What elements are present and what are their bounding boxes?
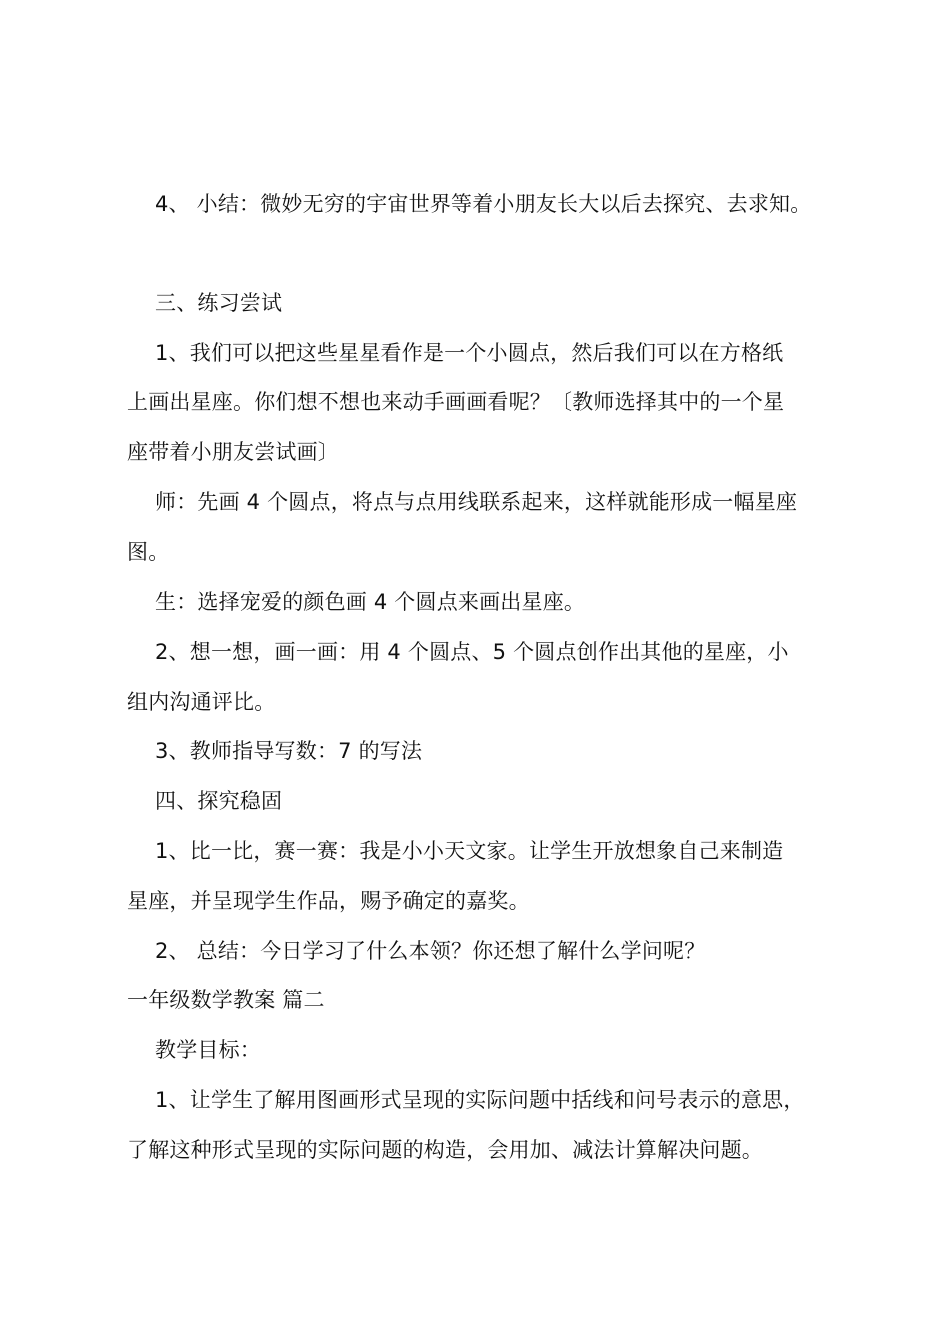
objectives-heading: 教学目标：	[155, 1038, 261, 1062]
paragraph-student: 生：选择宠爱的颜色画 4 个圆点来画出星座。	[155, 590, 586, 614]
section-heading-3: 三、练习尝试	[155, 291, 283, 315]
paragraph-objective-1: 1、让学生了解用图画形式呈现的实际问题中括线和问号表示的意思，	[155, 1088, 805, 1112]
paragraph-teacher-end: 图。	[127, 540, 170, 564]
paragraph-practice-1-cont: 上画出星座。你们想不想也来动手画画看呢？〔教师选择其中的一个星	[127, 390, 785, 414]
paragraph-summary: 4、 小结：微妙无穷的宇宙世界等着小朋友长大以后去探究、去求知。	[155, 192, 812, 216]
paragraph-practice-3: 3、教师指导写数：7 的写法	[155, 739, 423, 763]
paragraph-teacher: 师：先画 4 个圆点，将点与点用线联系起来，这样就能形成一幅星座	[155, 490, 798, 514]
section-heading-4: 四、探究稳固	[155, 789, 283, 813]
paragraph-practice-1-end: 座带着小朋友尝试画〕	[127, 440, 339, 464]
paragraph-practice-2-end: 组内沟通评比。	[127, 690, 276, 714]
paragraph-explore-2: 2、 总结：今日学习了什么本领？你还想了解什么学问呢？	[155, 939, 706, 963]
paragraph-explore-1: 1、比一比，赛一赛：我是小小天文家。让学生开放想象自己来制造	[155, 839, 784, 863]
paragraph-objective-1-end: 了解这种形式呈现的实际问题的构造，会用加、减法计算解决问题。	[127, 1138, 763, 1162]
paragraph-explore-1-end: 星座，并呈现学生作品，赐予确定的嘉奖。	[127, 889, 530, 913]
paragraph-practice-1: 1、我们可以把这些星星看作是一个小圆点，然后我们可以在方格纸	[155, 341, 784, 365]
paragraph-practice-2: 2、想一想，画一画：用 4 个圆点、5 个圆点创作出其他的星座，小	[155, 640, 789, 664]
part-title: 一年级数学教案 篇二	[127, 988, 325, 1012]
